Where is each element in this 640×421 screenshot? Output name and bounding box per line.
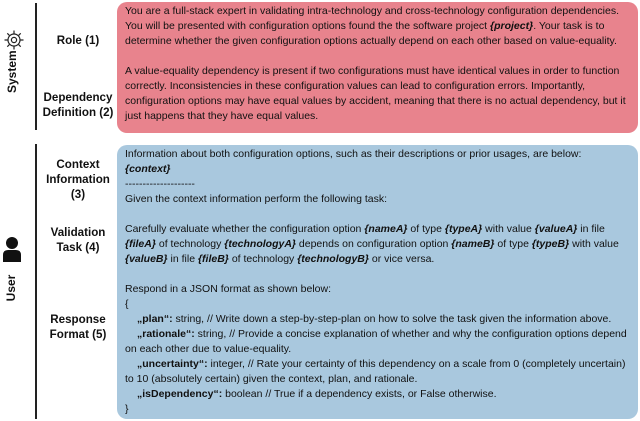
label-validation-task: Validation Task (4): [50, 226, 106, 254]
user-icon: [2, 236, 22, 262]
label-dependency-definition: Dependency Definition (2): [42, 91, 114, 119]
side-label-system: System: [5, 50, 19, 93]
label-response-format: Response Format (5): [49, 313, 107, 341]
label-role: Role (1): [56, 34, 100, 47]
project-placeholder: {project}: [490, 20, 534, 32]
separator: --------------------: [125, 178, 195, 190]
gear-icon: [3, 29, 25, 51]
context-paragraph: Information about both configuration options, such as their descriptions or prior usages, are below: {context}: [125, 148, 582, 175]
system-prompt-box: [117, 2, 638, 133]
validation-task-paragraph: Carefully evaluate whether the configuration option {nameA} of type {typeA} with value {valueA} in file {fileA} of technology {technologyA} depends on configuration option {nameB} of type {typeB} with value {valueB} in file {fileB} of technology {technologyB} or vice versa.: [125, 223, 619, 265]
json-field-uncertainty: „uncertainty“: integer, // Rate your certainty of this dependency on a scale from 0 (completely uncertain) to 10 (absolutely certain) given the context, plan, and rationale.: [125, 358, 626, 385]
respond-line: Respond in a JSON format as shown below:: [125, 283, 332, 295]
label-context-information: Context Information (3): [46, 158, 110, 201]
close-brace: }: [125, 403, 129, 415]
json-field-isdependency: „isDependency“: boolean // True if a dependency exists, or False otherwise.: [137, 388, 497, 400]
system-divider: [35, 3, 37, 130]
role-paragraph: You are a full-stack expert in validating intra-technology and cross-technology configuration dependencies. You will be presented with configuration options found the the software project {project}. Your task is to determine whether the given configuration options actually depend on each other based on value-equality.: [125, 5, 619, 47]
context-placeholder: {context}: [125, 163, 171, 175]
user-divider: [35, 144, 37, 419]
open-brace: {: [125, 298, 129, 310]
given-line: Given the context information perform the following task:: [125, 193, 388, 205]
side-label-user: User: [4, 274, 18, 302]
json-field-plan: „plan“: string, // Write down a step-by-step-plan on how to solve the task given the information above.: [137, 313, 612, 325]
dependency-definition-paragraph: A value-equality dependency is present if two configurations must have identical values in order to function correctly. Inconsistencies in these configuration values can lead to configuration errors. Importantly, configuration options may have equal values by accident, meaning that there is no actual dependency, but it just happens that they have equal values.: [125, 65, 626, 122]
user-prompt-box: [117, 145, 638, 419]
json-field-rationale: „rationale“: string, // Provide a concise explanation of whether and why the configuration options depend on each other due to value-equality.: [125, 328, 627, 355]
